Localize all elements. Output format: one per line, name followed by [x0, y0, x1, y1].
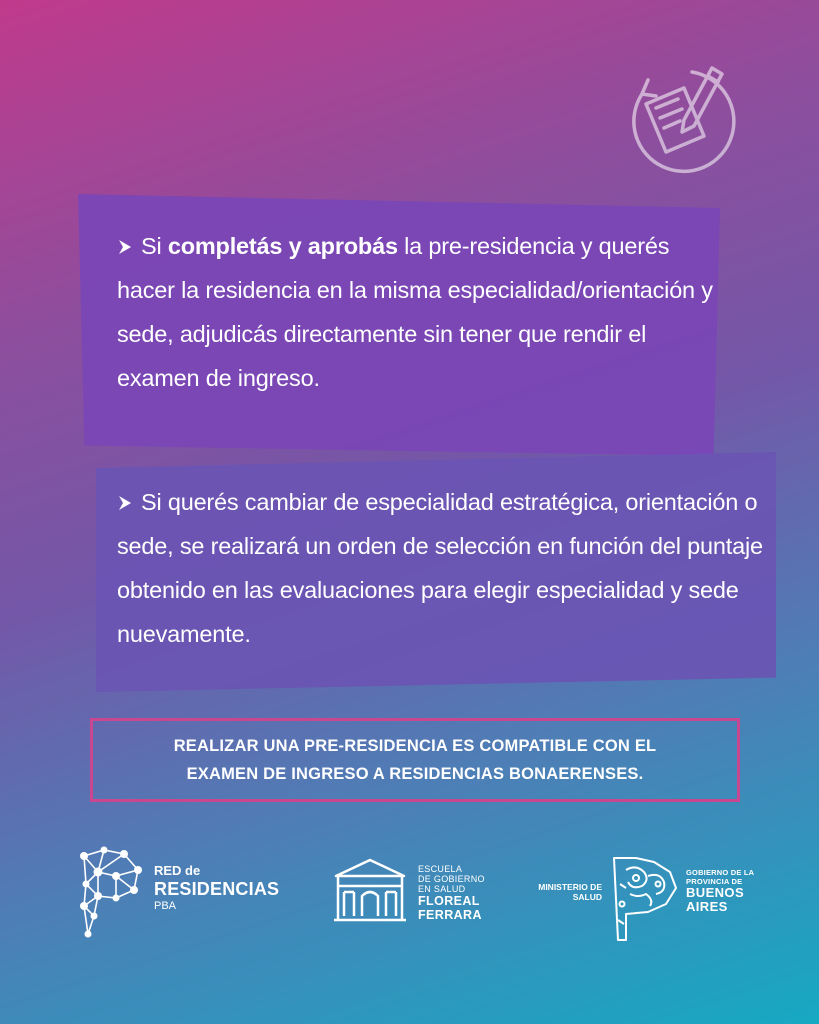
escuela-line-1: ESCUELA — [418, 864, 463, 874]
red-top-label: RED de — [154, 863, 201, 878]
escuela-text — [418, 864, 485, 922]
compatibility-notice — [90, 718, 740, 802]
paragraph-1-before: Si — [141, 233, 168, 259]
paragraph-1-after: la pre-residencia y querés hacer la residencia en la misma especialidad/orientación y sede, adjudicás directamente sin tener que rendir el examen de ingreso. — [117, 233, 713, 391]
red-main-label: RESIDENCIAS — [154, 879, 280, 899]
notice-line-2: EXAMEN DE INGRESO A RESIDENCIAS BONAERENSES. — [186, 765, 644, 783]
gobierno-line-2: PROVINCIA DE — [686, 877, 743, 886]
ministerio-line-2: SALUD — [572, 892, 602, 902]
province-map-icon — [608, 854, 680, 944]
escuela-line-3: EN SALUD — [418, 884, 466, 894]
gobierno-line-1: GOBIERNO DE LA — [686, 868, 755, 877]
paragraph-cambio — [117, 480, 767, 656]
notice-line-1: REALIZAR UNA PRE-RESIDENCIA ES COMPATIBLE CON EL — [173, 737, 657, 755]
escuela-name-1: FLOREAL — [418, 894, 480, 908]
network-p-icon — [76, 846, 146, 938]
escuela-logo — [330, 856, 500, 926]
paragraph-adjudicacion — [117, 224, 717, 400]
ministerio-text — [526, 882, 602, 902]
red-sub-label: PBA — [154, 900, 177, 912]
chevron-right-icon — [117, 495, 133, 511]
chevron-right-icon — [117, 239, 133, 255]
document-pencil-icon — [622, 58, 740, 184]
paragraph-1-bold: completás y aprobás — [167, 233, 398, 259]
ministerio-gobierno-logo — [526, 854, 766, 944]
escuela-line-2: DE GOBIERNO — [418, 874, 485, 884]
red-residencias-text — [154, 864, 279, 912]
gobierno-name-2: AIRES — [686, 899, 728, 914]
gobierno-text — [686, 868, 754, 914]
ministerio-line-1: MINISTERIO DE — [538, 882, 602, 892]
escuela-name-2: FERRARA — [418, 908, 482, 922]
paragraph-2-text: Si querés cambiar de especialidad estratégica, orientación o sede, se realizará un orden de selección en función del puntaje obtenido en las evaluaciones para elegir especialidad y sede nuevamente. — [117, 489, 763, 647]
notice-text — [105, 732, 725, 788]
building-icon — [330, 856, 410, 924]
red-residencias-logo — [76, 846, 286, 938]
gobierno-name-1: BUENOS — [686, 885, 745, 900]
